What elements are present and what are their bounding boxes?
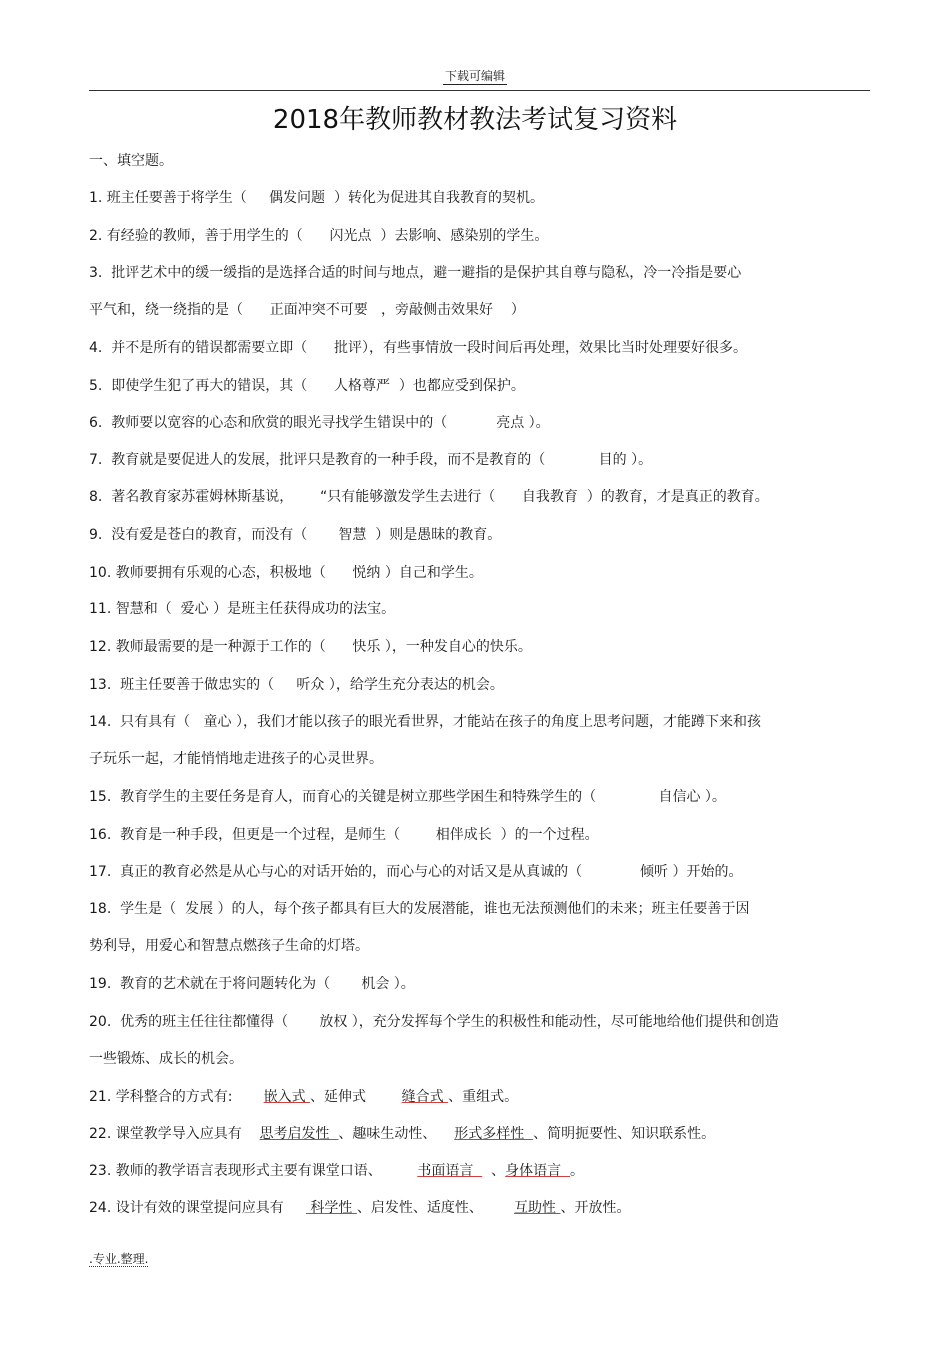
- question-line: 5. 即使学生犯了再大的错误，其（ 人格尊严 ）也都应受到保护。: [89, 378, 525, 394]
- question-line: 18. 学生是（ 发展 ）的人，每个孩子都具有巨大的发展潜能，谁也无法预测他们的未来；班主任要善于因: [89, 901, 750, 917]
- answer-blank: 嵌入式: [263, 1089, 311, 1105]
- document-title: 2018年教师教材教法考试复习资料: [272, 105, 678, 135]
- question-line: 一些锻炼、成长的机会。: [89, 1051, 243, 1067]
- page-header: [0, 68, 950, 85]
- question-24: 24. 设计有效的课堂提问应具有 科学性 、启发性、适度性、 互助性 、开放性。: [89, 1200, 631, 1216]
- question-line: 3. 批评艺术中的缓一缓指的是选择合适的时间与地点，避一避指的是保护其自尊与隐私，冷一冷指是要心: [89, 265, 742, 281]
- question-line: 20. 优秀的班主任往往都懂得（ 放权 ），充分发挥每个学生的积极性和能动性，尽可能地给他们提供和创造: [89, 1014, 779, 1030]
- page-footer: [89, 1251, 148, 1267]
- footer-text: .专业.整理.: [89, 1252, 149, 1266]
- question-line: 11. 智慧和（ 爱心 ）是班主任获得成功的法宝。: [89, 601, 396, 617]
- question-21: 21. 学科整合的方式有: 嵌入式 、延伸式 缝合式 、重组式。: [89, 1089, 519, 1105]
- answer-blank: 身体语言: [505, 1163, 571, 1179]
- question-line: 势利导，用爱心和智慧点燃孩子生命的灯塔。: [89, 938, 369, 954]
- question-line: 19. 教育的艺术就在于将问题转化为（ 机会 ）。: [89, 976, 415, 992]
- header-rule: [89, 90, 870, 91]
- question-line: 平气和，绕一绕指的是（ 正面冲突不可要 ，旁敲侧击效果好 ）: [89, 302, 525, 318]
- answer-blank: 缝合式: [401, 1089, 449, 1105]
- answer-blank: 互助性: [514, 1200, 561, 1216]
- question-line: 15. 教育学生的主要任务是育人，而育心的关键是树立那些学困生和特殊学生的（ 自信心 ）。: [89, 789, 726, 805]
- question-line: 6. 教师要以宽容的心态和欣赏的眼光寻找学生错误中的（ 亮点 ）。: [89, 415, 550, 431]
- section-heading: 一、填空题。: [89, 153, 173, 169]
- question-line: 9. 没有爱是苍白的教育，而没有（ 智慧 ）则是愚昧的教育。: [89, 527, 502, 543]
- question-line: 13. 班主任要善于做忠实的（ 听众 ），给学生充分表达的机会。: [89, 677, 504, 693]
- question-line: 17. 真正的教育必然是从心与心的对话开始的，而心与心的对话又是从真诚的（ 倾听 ）开始的。: [89, 864, 743, 880]
- question-23: 23. 教师的教学语言表现形式主要有课堂口语、 书面语言 、身体语言 。: [89, 1163, 585, 1179]
- question-line: 7. 教育就是要促进人的发展，批评只是教育的一种手段，而不是教育的（ 目的 ）。: [89, 452, 653, 468]
- answer-blank: 科学性: [305, 1200, 357, 1216]
- answer-blank: 思考启发性: [259, 1126, 339, 1142]
- question-line: 16. 教育是一种手段，但更是一个过程，是师生（ 相伴成长 ）的一个过程。: [89, 827, 599, 843]
- question-line: 子玩乐一起，才能悄悄地走进孩子的心灵世界。: [89, 751, 383, 767]
- question-line: 10. 教师要拥有乐观的心态，积极地（ 悦纳 ）自己和学生。: [89, 565, 483, 581]
- answer-blank: 书面语言: [417, 1163, 483, 1179]
- answer-blank: 形式多样性: [454, 1126, 534, 1142]
- question-line: 12. 教师最需要的是一种源于工作的（ 快乐 ），一种发自心的快乐。: [89, 639, 532, 655]
- question-line: 1. 班主任要善于将学生（ 偶发问题 ）转化为促进其自我教育的契机。: [89, 190, 544, 206]
- question-line: 8. 著名教育家苏霍姆林斯基说， “只有能够激发学生去进行（ 自我教育 ）的教育，才是真正的教育。: [89, 489, 769, 505]
- question-line: 14. 只有具有（ 童心 ），我们才能以孩子的眼光看世界，才能站在孩子的角度上思考问题，才能蹲下来和孩: [89, 714, 761, 730]
- header-text: 下载可编辑: [444, 69, 505, 83]
- question-line: 4. 并不是所有的错误都需要立即（ 批评），有些事情放一段时间后再处理，效果比当时处理要好很多。: [89, 340, 747, 356]
- question-line: 2. 有经验的教师，善于用学生的（ 闪光点 ）去影响、感染别的学生。: [89, 228, 549, 244]
- question-22: 22. 课堂教学导入应具有 思考启发性 、趣味生动性、 形式多样性 、简明扼要性、知识联系性。: [89, 1126, 716, 1142]
